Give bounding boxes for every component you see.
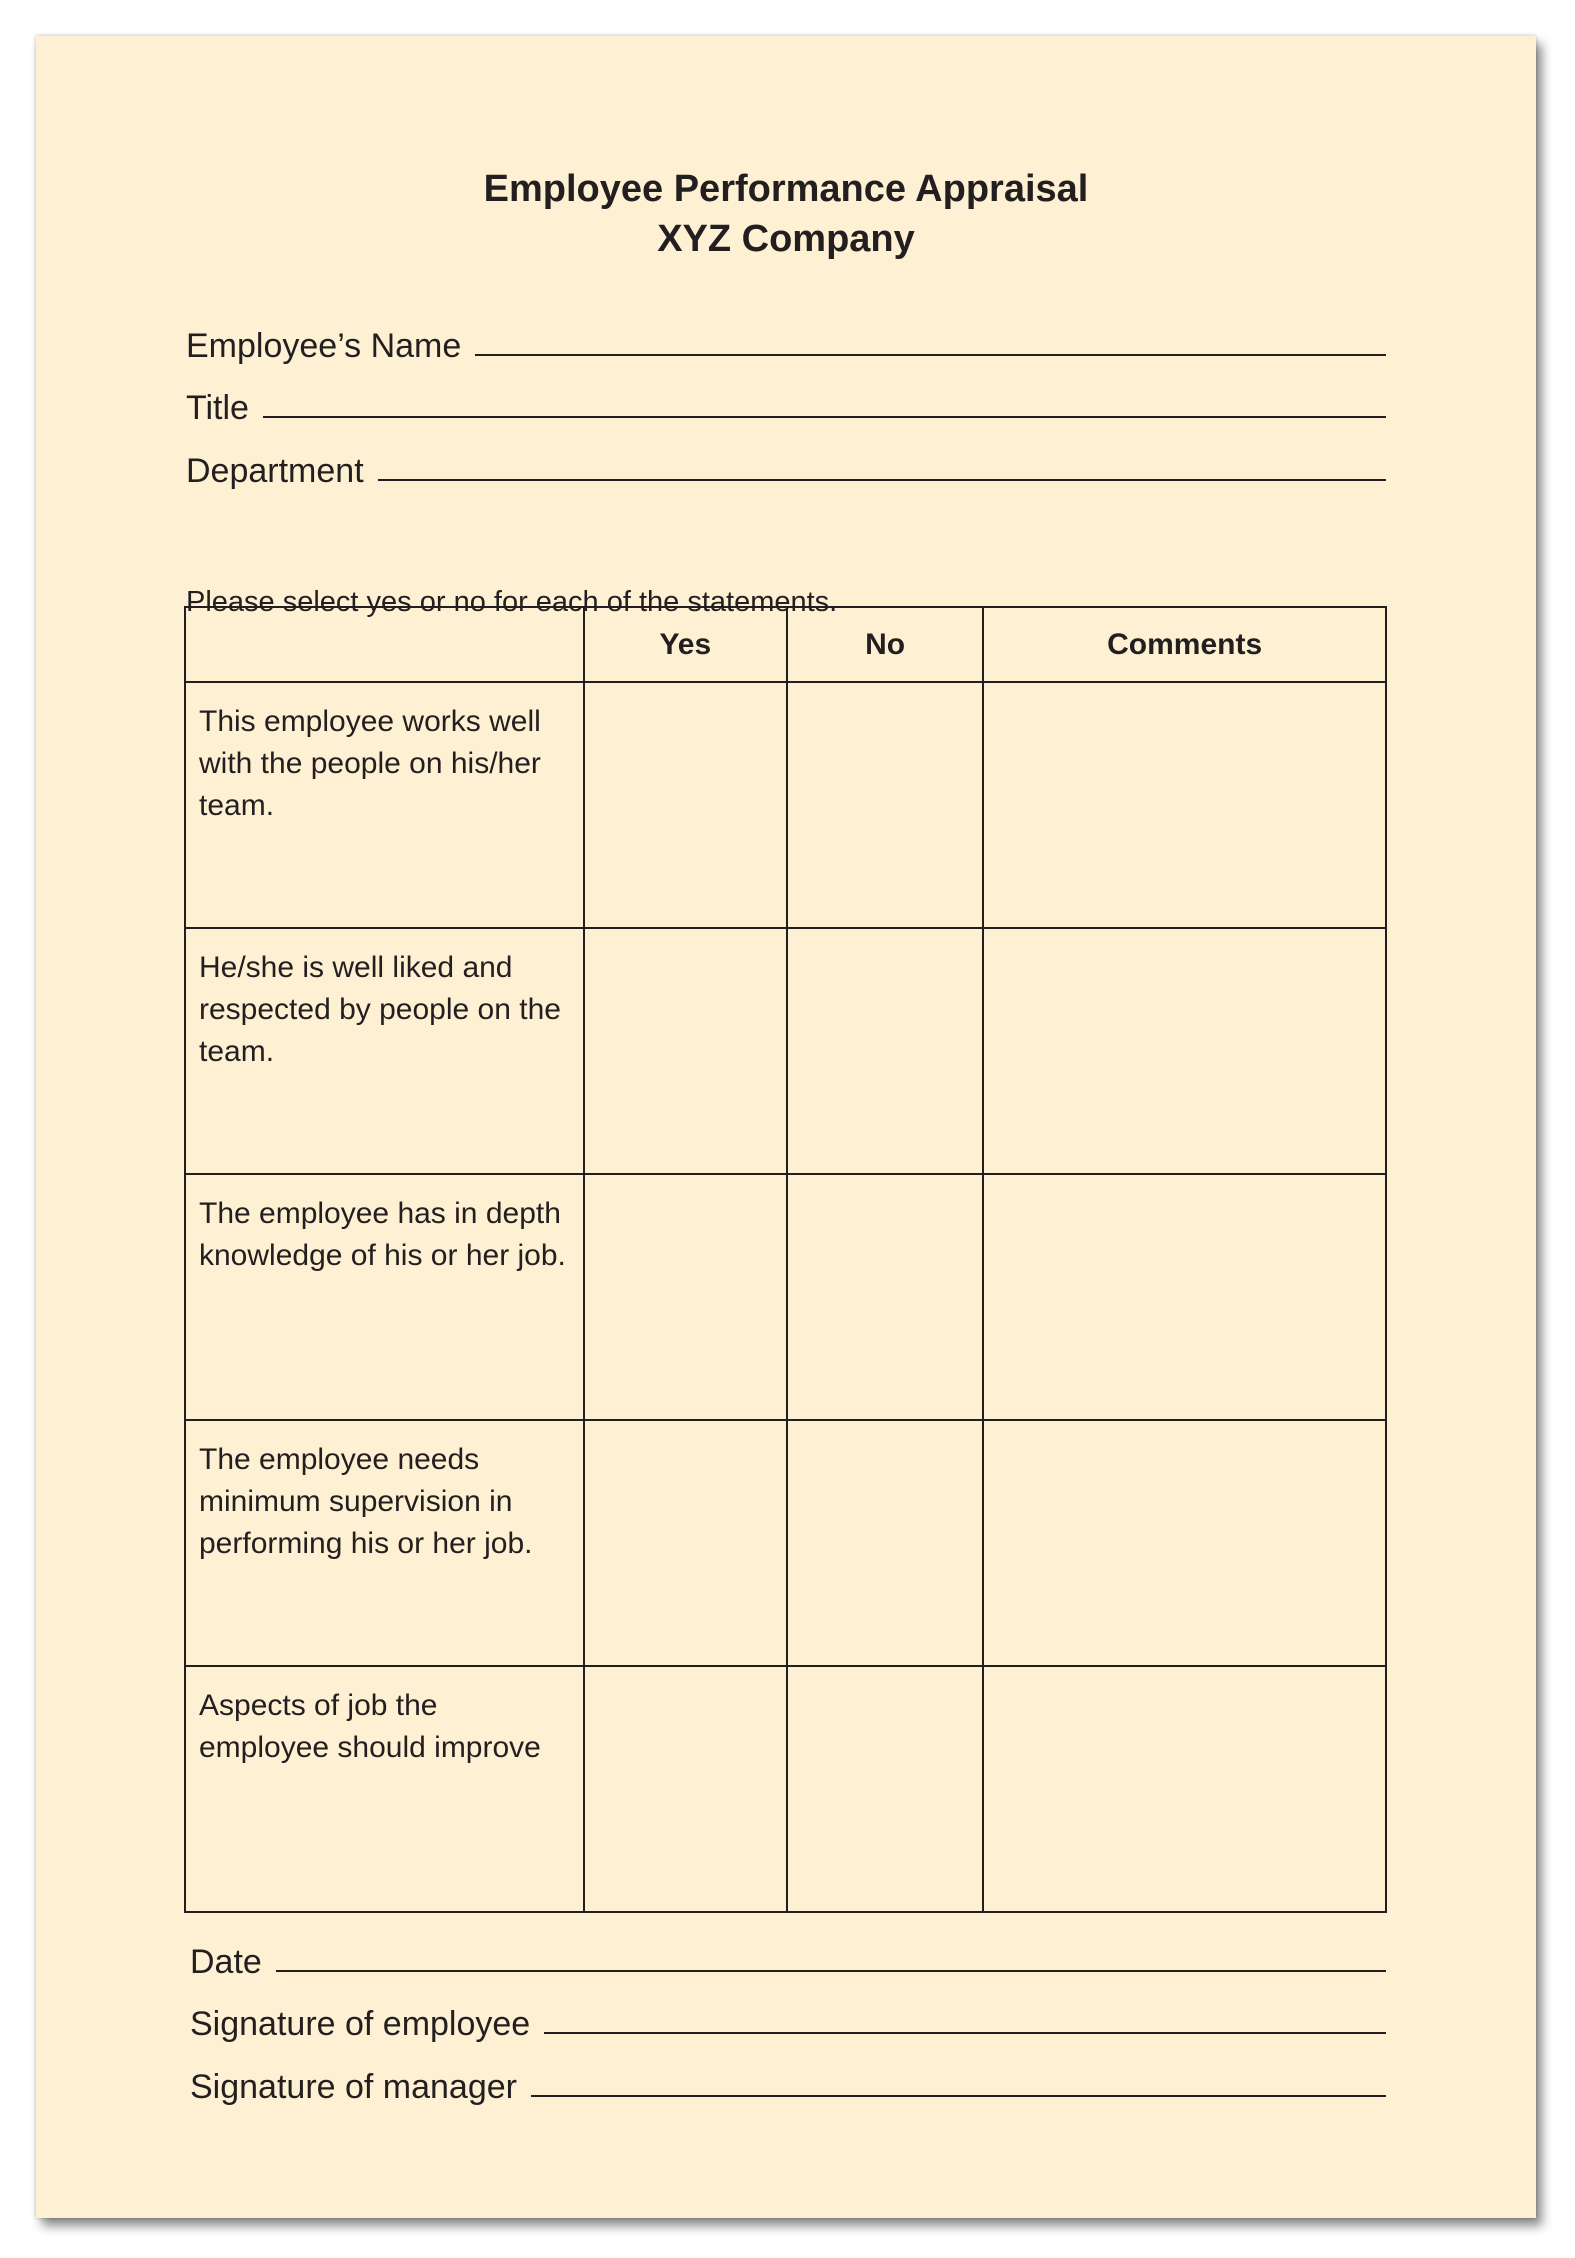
employee-signature-line[interactable]	[544, 2032, 1386, 2034]
yes-cell[interactable]	[584, 682, 787, 928]
comments-cell[interactable]	[983, 1420, 1386, 1666]
table-row	[185, 682, 1386, 928]
employee-signature-field[interactable]	[190, 2004, 1386, 2044]
header-comments: Comments	[983, 607, 1386, 682]
department-line[interactable]	[378, 479, 1386, 481]
header-statement	[185, 607, 584, 682]
date-line[interactable]	[276, 1970, 1386, 1972]
table-header-row	[185, 607, 1386, 682]
title-label: Title	[186, 389, 249, 427]
manager-signature-line[interactable]	[531, 2095, 1386, 2097]
statement-cell: The employee has in depth knowledge of his or her job.	[185, 1174, 584, 1420]
comments-cell[interactable]	[983, 1174, 1386, 1420]
table-row	[185, 928, 1386, 1174]
instructions: Please select yes or no for each of the statements.	[186, 586, 838, 618]
header-yes: Yes	[584, 607, 787, 682]
form-title	[36, 164, 1536, 264]
title-line[interactable]	[263, 416, 1386, 418]
statement-cell: He/she is well liked and respected by people on the team.	[185, 928, 584, 1174]
date-field[interactable]	[190, 1942, 1386, 1982]
comments-cell[interactable]	[983, 682, 1386, 928]
table-row	[185, 1666, 1386, 1912]
header-no: No	[787, 607, 983, 682]
table-row	[185, 1174, 1386, 1420]
employee-name-label: Employee’s Name	[186, 327, 462, 365]
statement-cell: The employee needs minimum supervision in performing his or her job.	[185, 1420, 584, 1666]
employee-name-field[interactable]	[186, 326, 1386, 366]
statement-cell: This employee works well with the people on his/her team.	[185, 682, 584, 928]
no-cell[interactable]	[787, 1666, 983, 1912]
no-cell[interactable]	[787, 928, 983, 1174]
table-row	[185, 1420, 1386, 1666]
form-title-main: Employee Performance Appraisal	[483, 168, 1089, 210]
yes-cell[interactable]	[584, 1666, 787, 1912]
yes-cell[interactable]	[584, 928, 787, 1174]
manager-signature-label: Signature of manager	[190, 2068, 517, 2106]
date-label: Date	[190, 1943, 262, 1981]
manager-signature-field[interactable]	[190, 2067, 1386, 2107]
comments-cell[interactable]	[983, 1666, 1386, 1912]
statement-cell: Aspects of job the employee should improve	[185, 1666, 584, 1912]
form-title-company: XYZ Company	[657, 218, 915, 260]
department-label: Department	[186, 452, 364, 490]
comments-cell[interactable]	[983, 928, 1386, 1174]
appraisal-form-sheet	[36, 36, 1536, 2218]
title-field[interactable]	[186, 388, 1386, 428]
no-cell[interactable]	[787, 1174, 983, 1420]
no-cell[interactable]	[787, 1420, 983, 1666]
employee-signature-label: Signature of employee	[190, 2005, 531, 2043]
appraisal-table	[184, 606, 1387, 1913]
no-cell[interactable]	[787, 682, 983, 928]
employee-name-line[interactable]	[475, 354, 1386, 356]
yes-cell[interactable]	[584, 1174, 787, 1420]
department-field[interactable]	[186, 451, 1386, 491]
yes-cell[interactable]	[584, 1420, 787, 1666]
